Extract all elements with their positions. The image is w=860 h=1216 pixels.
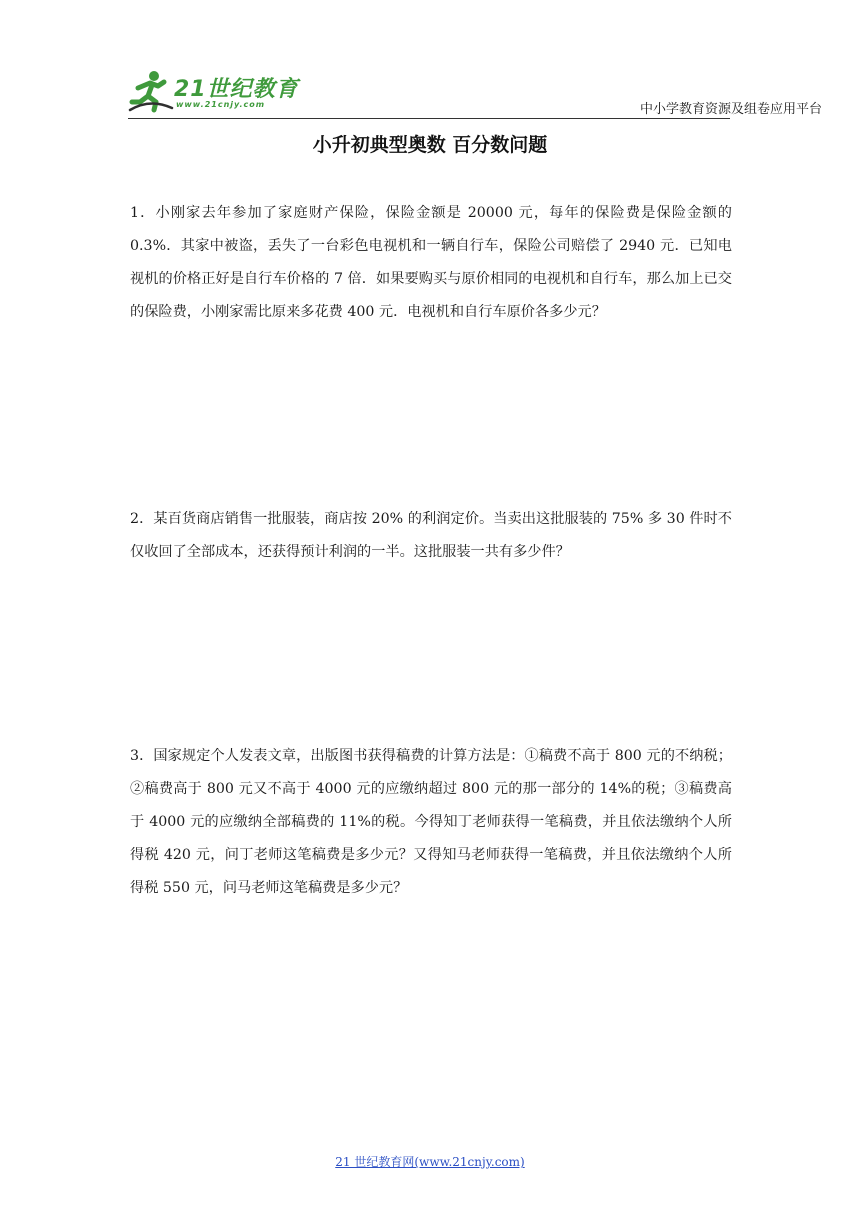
question-3: 3．国家规定个人发表文章，出版图书获得稿费的计算方法是：①稿费不高于 800 元的不纳税；②稿费高于 800 元又不高于 4000 元的应缴纳超过 800 元的那一部分的 14%的税；③稿费高于 4000 元的应缴纳全部稿费的 11%的税。今得知丁老师获得一笔稿费，并且依法缴纳个人所得税 420 元，问丁老师这笔稿费是多少元？又得知马老师获得一笔稿费，并且依法缴纳个人所得税 550 元，问马老师这笔稿费是多少元？	[130, 748, 732, 896]
footer-link[interactable]: 21 世纪教育网(www.21cnjy.com)	[335, 1155, 525, 1169]
page-header	[0, 0, 860, 125]
page-title: 小升初典型奥数 百分数问题	[312, 134, 548, 156]
question-2: 2．某百货商店销售一批服装，商店按 20% 的利润定价。当卖出这批服装的 75% 多 30 件时不仅收回了全部成本，还获得预计利润的一半。这批服装一共有多少件？	[130, 511, 732, 560]
platform-name: 中小学教育资源及组卷应用平台	[639, 102, 822, 117]
logo-url: www.21cnjy.com	[176, 100, 266, 109]
running-person-icon	[128, 68, 174, 114]
logo-text: 21世纪教育	[174, 77, 299, 102]
header-divider	[128, 118, 730, 119]
site-logo[interactable]	[128, 66, 308, 118]
question-1: 1．小刚家去年参加了家庭财产保险，保险金额是 20000 元，每年的保险费是保险金额的 0.3%．其家中被盗，丢失了一台彩色电视机和一辆自行车，保险公司赔偿了 2940 元．已知电视机的价格正好是自行车价格的 7 倍．如果要购买与原价相同的电视机和自行车，那么加上已交的保险费，小刚家需比原来多花费 400 元．电视机和自行车原价各多少元？	[130, 205, 732, 320]
